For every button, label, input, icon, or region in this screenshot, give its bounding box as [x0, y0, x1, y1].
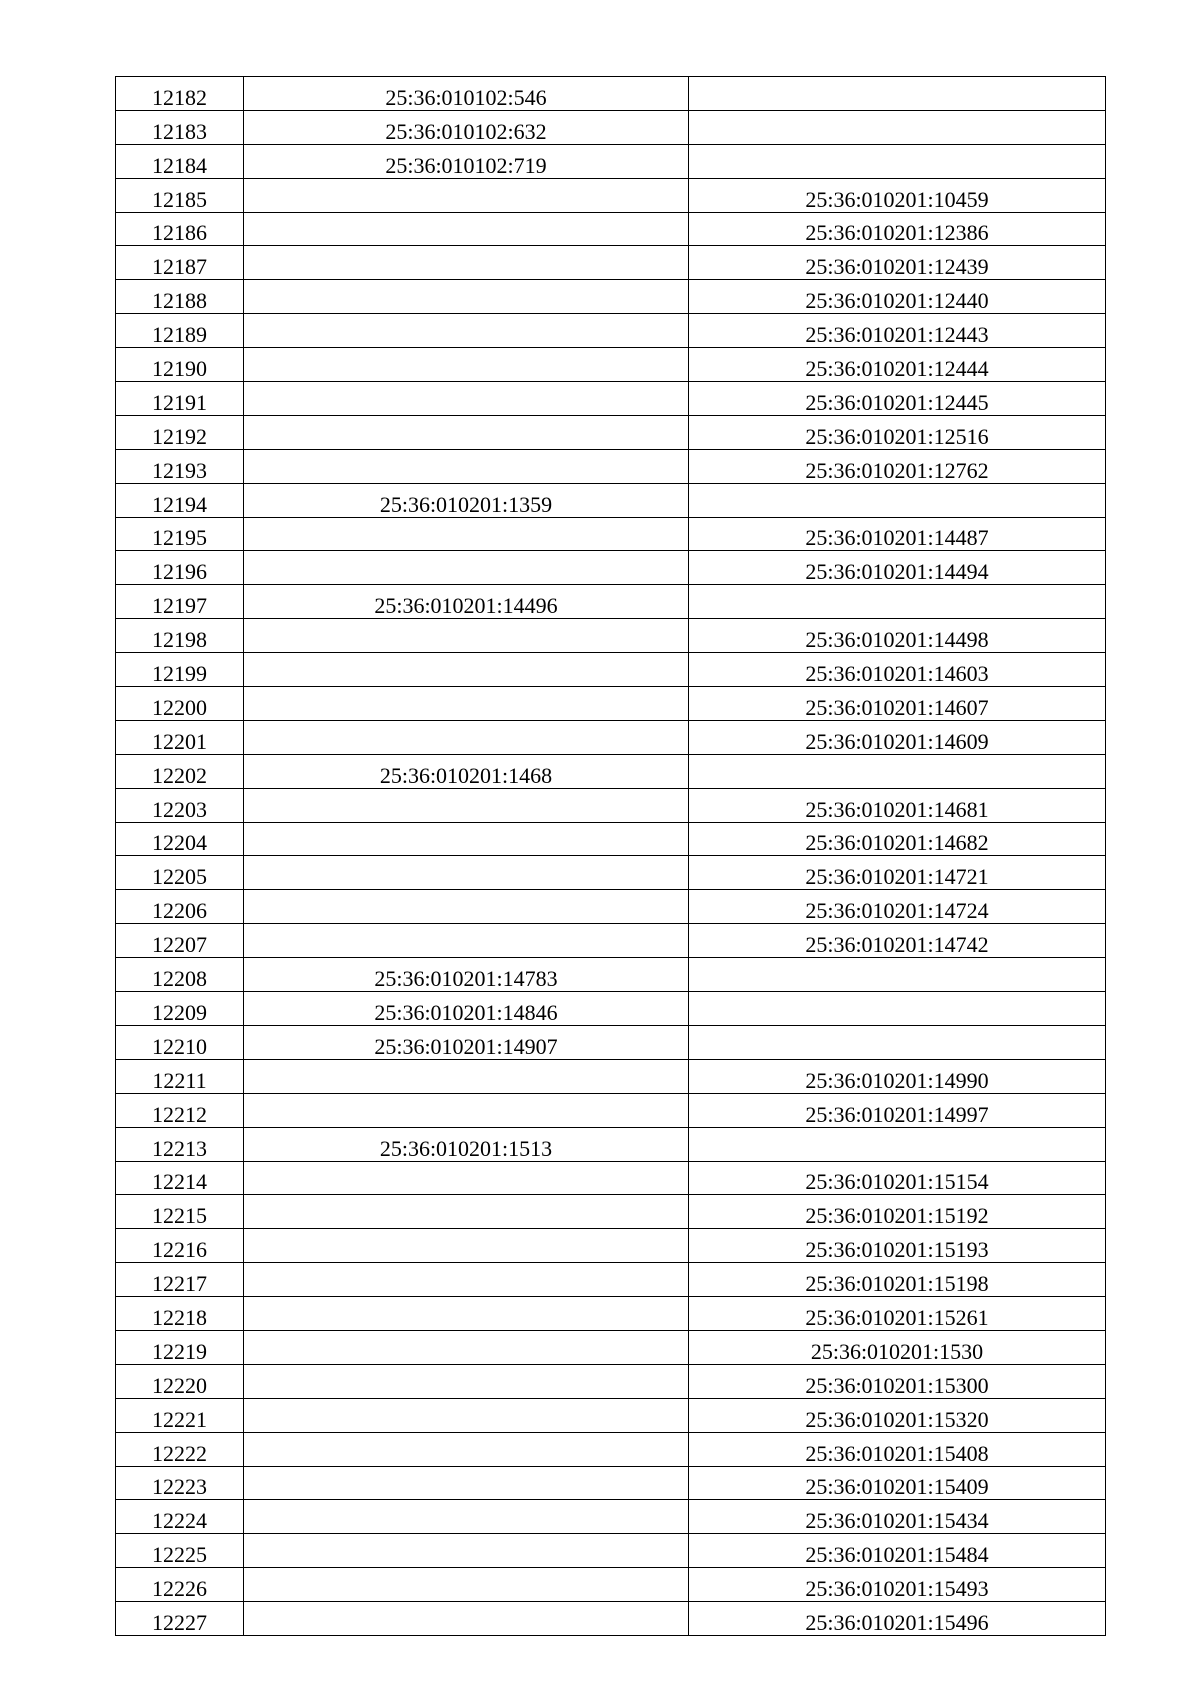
cadastral-number-cell-b: [689, 1466, 1106, 1500]
table-row: [116, 1432, 1106, 1466]
row-number-cell: [116, 1229, 244, 1263]
cell-text: 25:36:010201:15409: [805, 1474, 989, 1500]
cadastral-number-cell-b: [689, 246, 1106, 280]
cell-text: 12207: [152, 932, 207, 958]
table-row: [116, 958, 1106, 992]
table-row: [116, 1025, 1106, 1059]
cadastral-number-cell-b: [689, 992, 1106, 1026]
cell-text: 25:36:010201:14724: [805, 898, 989, 924]
cell-text: 25:36:010201:15484: [805, 1542, 989, 1568]
cadastral-number-cell-b: [689, 1500, 1106, 1534]
cadastral-number-cell-a: [244, 1364, 689, 1398]
table-row: [116, 280, 1106, 314]
row-number-cell: [116, 246, 244, 280]
cell-text: 25:36:010201:14682: [805, 830, 989, 856]
cell-text: 12225: [152, 1542, 207, 1568]
cadastral-number-cell-a: [244, 788, 689, 822]
cell-text: 25:36:010201:14721: [805, 864, 989, 890]
cadastral-number-cell-b: [689, 178, 1106, 212]
cell-text: 12222: [152, 1440, 207, 1466]
cell-text: 12203: [152, 796, 207, 822]
row-number-cell: [116, 856, 244, 890]
cadastral-number-cell-a: [244, 1195, 689, 1229]
cell-text: 12221: [152, 1406, 207, 1432]
cadastral-number-cell-b: [689, 1059, 1106, 1093]
cadastral-number-cell-b: [689, 687, 1106, 721]
cadastral-number-cell-b: [689, 1229, 1106, 1263]
cadastral-number-cell-b: [689, 788, 1106, 822]
row-number-cell: [116, 110, 244, 144]
row-number-cell: [116, 1534, 244, 1568]
cadastral-number-cell-b: [689, 1025, 1106, 1059]
row-number-cell: [116, 77, 244, 111]
cell-text: 12219: [152, 1338, 207, 1364]
cadastral-number-cell-b: [689, 517, 1106, 551]
cell-text: 12187: [152, 254, 207, 280]
cadastral-number-cell-a: [244, 754, 689, 788]
cadastral-number-cell-a: [244, 653, 689, 687]
cell-text: 25:36:010201:1530: [810, 1338, 984, 1364]
table-row: [116, 415, 1106, 449]
row-number-cell: [116, 1602, 244, 1636]
cadastral-number-cell-b: [689, 1568, 1106, 1602]
cell-text: 25:36:010201:14846: [374, 999, 558, 1025]
cell-text: 25:36:010201:12445: [805, 389, 989, 415]
table-row: [116, 687, 1106, 721]
cadastral-number-cell-b: [689, 551, 1106, 585]
cadastral-number-cell-a: [244, 720, 689, 754]
cadastral-number-cell-b: [689, 415, 1106, 449]
cell-text: 12196: [152, 559, 207, 585]
cell-text: 25:36:010201:12443: [805, 322, 989, 348]
cell-text: 12208: [152, 966, 207, 992]
table-row: [116, 822, 1106, 856]
cell-text: 12226: [152, 1576, 207, 1602]
cell-text: 25:36:010102:546: [385, 84, 547, 110]
cell-text: 25:36:010201:10459: [805, 186, 989, 212]
cadastral-number-cell-b: [689, 1432, 1106, 1466]
cell-text: 12200: [152, 694, 207, 720]
cadastral-number-cell-a: [244, 1330, 689, 1364]
cadastral-number-cell-a: [244, 1059, 689, 1093]
cell-text: 25:36:010201:12440: [805, 288, 989, 314]
cadastral-number-cell-b: [689, 1263, 1106, 1297]
cadastral-number-cell-b: [689, 212, 1106, 246]
table-row: [116, 619, 1106, 653]
row-number-cell: [116, 788, 244, 822]
row-number-cell: [116, 1330, 244, 1364]
cadastral-number-cell-a: [244, 77, 689, 111]
row-number-cell: [116, 1364, 244, 1398]
cell-text: 25:36:010201:15300: [805, 1372, 989, 1398]
cell-text: 12206: [152, 898, 207, 924]
cadastral-number-cell-a: [244, 924, 689, 958]
cadastral-number-cell-a: [244, 992, 689, 1026]
cadastral-number-cell-a: [244, 1466, 689, 1500]
cell-text: 12223: [152, 1474, 207, 1500]
table-body: [116, 77, 1106, 1636]
cadastral-number-cell-a: [244, 1500, 689, 1534]
table-row: [116, 754, 1106, 788]
cell-text: 25:36:010201:12516: [805, 423, 989, 449]
cell-text: 25:36:010201:14990: [805, 1067, 989, 1093]
cell-text: 25:36:010201:14997: [805, 1101, 989, 1127]
cell-text: 12210: [152, 1033, 207, 1059]
cell-text: 25:36:010201:12439: [805, 254, 989, 280]
table-row: [116, 1161, 1106, 1195]
table-row: [116, 1364, 1106, 1398]
row-number-cell: [116, 958, 244, 992]
cell-text: 12189: [152, 322, 207, 348]
cadastral-number-cell-a: [244, 585, 689, 619]
cell-text: 25:36:010201:15320: [805, 1406, 989, 1432]
row-number-cell: [116, 1161, 244, 1195]
cadastral-number-cell-a: [244, 1263, 689, 1297]
cell-text: 25:36:010201:15408: [805, 1440, 989, 1466]
table-row: [116, 144, 1106, 178]
cell-text: 12216: [152, 1237, 207, 1263]
cadastral-number-cell-b: [689, 822, 1106, 856]
row-number-cell: [116, 1025, 244, 1059]
row-number-cell: [116, 144, 244, 178]
cell-text: 12202: [152, 762, 207, 788]
row-number-cell: [116, 1500, 244, 1534]
cell-text: 25:36:010201:15493: [805, 1576, 989, 1602]
cadastral-number-cell-b: [689, 110, 1106, 144]
cadastral-number-cell-b: [689, 1161, 1106, 1195]
row-number-cell: [116, 314, 244, 348]
table-row: [116, 890, 1106, 924]
table-row: [116, 348, 1106, 382]
cell-text: 25:36:010102:632: [385, 118, 547, 144]
cell-text: 12224: [152, 1508, 207, 1534]
cell-text: 12191: [152, 389, 207, 415]
table-row: [116, 1500, 1106, 1534]
cell-text: 25:36:010201:15192: [805, 1203, 989, 1229]
cadastral-number-cell-a: [244, 551, 689, 585]
row-number-cell: [116, 1432, 244, 1466]
cadastral-number-cell-a: [244, 449, 689, 483]
row-number-cell: [116, 720, 244, 754]
row-number-cell: [116, 992, 244, 1026]
cadastral-number-cell-a: [244, 619, 689, 653]
cell-text: 25:36:010201:1468: [379, 762, 553, 788]
cadastral-number-cell-b: [689, 653, 1106, 687]
cadastral-number-cell-b: [689, 1364, 1106, 1398]
table-row: [116, 212, 1106, 246]
cell-text: 12227: [152, 1609, 207, 1635]
cell-text: 25:36:010102:719: [385, 152, 547, 178]
cell-text: 25:36:010201:14783: [374, 966, 558, 992]
cell-text: 25:36:010201:14607: [805, 694, 989, 720]
cell-text: 25:36:010201:14742: [805, 932, 989, 958]
cadastral-number-cell-b: [689, 483, 1106, 517]
cadastral-number-cell-a: [244, 1093, 689, 1127]
cadastral-number-cell-a: [244, 348, 689, 382]
cell-text: 12193: [152, 457, 207, 483]
table-row: [116, 720, 1106, 754]
table-row: [116, 585, 1106, 619]
cadastral-number-cell-a: [244, 1229, 689, 1263]
cadastral-number-cell-a: [244, 144, 689, 178]
cell-text: 25:36:010201:14494: [805, 559, 989, 585]
cadastral-number-cell-a: [244, 856, 689, 890]
cell-text: 25:36:010201:15434: [805, 1508, 989, 1534]
cell-text: 12188: [152, 288, 207, 314]
cell-text: 12199: [152, 661, 207, 687]
table-row: [116, 924, 1106, 958]
row-number-cell: [116, 1398, 244, 1432]
row-number-cell: [116, 280, 244, 314]
table-row: [116, 1093, 1106, 1127]
table-row: [116, 1195, 1106, 1229]
row-number-cell: [116, 1297, 244, 1331]
cell-text: 25:36:010201:14603: [805, 661, 989, 687]
table-row: [116, 1263, 1106, 1297]
cell-text: 12212: [152, 1101, 207, 1127]
row-number-cell: [116, 1093, 244, 1127]
cadastral-number-cell-b: [689, 856, 1106, 890]
cell-text: 12201: [152, 728, 207, 754]
cadastral-number-cell-a: [244, 822, 689, 856]
cadastral-number-cell-a: [244, 110, 689, 144]
cadastral-number-cell-a: [244, 1127, 689, 1161]
cell-text: 12205: [152, 864, 207, 890]
cell-text: 25:36:010201:14498: [805, 627, 989, 653]
table-row: [116, 382, 1106, 416]
cell-text: 12198: [152, 627, 207, 653]
cell-text: 25:36:010201:15198: [805, 1271, 989, 1297]
table-row: [116, 77, 1106, 111]
cadastral-number-cell-a: [244, 1297, 689, 1331]
table-row: [116, 1059, 1106, 1093]
cadastral-number-cell-a: [244, 314, 689, 348]
cadastral-number-cell-b: [689, 348, 1106, 382]
cell-text: 12194: [152, 491, 207, 517]
cell-text: 12197: [152, 593, 207, 619]
cadastral-number-cell-a: [244, 890, 689, 924]
row-number-cell: [116, 1568, 244, 1602]
table-row: [116, 1568, 1106, 1602]
table-row: [116, 653, 1106, 687]
cell-text: 12182: [152, 84, 207, 110]
cell-text: 12184: [152, 152, 207, 178]
cadastral-number-cell-b: [689, 1534, 1106, 1568]
cell-text: 12186: [152, 220, 207, 246]
table-row: [116, 1534, 1106, 1568]
cadastral-number-cell-a: [244, 212, 689, 246]
table-row: [116, 314, 1106, 348]
cell-text: 25:36:010201:12444: [805, 356, 989, 382]
cell-text: 12183: [152, 118, 207, 144]
cell-text: 12214: [152, 1169, 207, 1195]
cell-text: 12192: [152, 423, 207, 449]
cadastral-number-cell-a: [244, 382, 689, 416]
row-number-cell: [116, 1059, 244, 1093]
cell-text: 12217: [152, 1271, 207, 1297]
cell-text: 25:36:010201:14487: [805, 525, 989, 551]
cadastral-number-cell-a: [244, 1398, 689, 1432]
cadastral-number-cell-b: [689, 1195, 1106, 1229]
cadastral-number-cell-a: [244, 1432, 689, 1466]
cell-text: 25:36:010201:15154: [805, 1169, 989, 1195]
row-number-cell: [116, 1127, 244, 1161]
cadastral-number-cell-b: [689, 890, 1106, 924]
cadastral-number-cell-a: [244, 1161, 689, 1195]
row-number-cell: [116, 1195, 244, 1229]
row-number-cell: [116, 382, 244, 416]
row-number-cell: [116, 212, 244, 246]
cadastral-number-cell-b: [689, 720, 1106, 754]
table-row: [116, 1398, 1106, 1432]
row-number-cell: [116, 483, 244, 517]
cadastral-number-cell-b: [689, 1398, 1106, 1432]
cadastral-number-cell-b: [689, 1127, 1106, 1161]
cadastral-number-cell-a: [244, 1602, 689, 1636]
cadastral-number-table: [115, 76, 1106, 1636]
row-number-cell: [116, 585, 244, 619]
cadastral-number-cell-b: [689, 1297, 1106, 1331]
table-row: [116, 1602, 1106, 1636]
cadastral-number-cell-b: [689, 1602, 1106, 1636]
cadastral-number-cell-a: [244, 1568, 689, 1602]
cadastral-number-cell-b: [689, 280, 1106, 314]
cadastral-number-cell-b: [689, 382, 1106, 416]
cadastral-number-cell-b: [689, 924, 1106, 958]
cell-text: 12204: [152, 830, 207, 856]
table-row: [116, 449, 1106, 483]
cell-text: 25:36:010201:15261: [805, 1304, 989, 1330]
cell-text: 25:36:010201:14496: [374, 593, 558, 619]
row-number-cell: [116, 517, 244, 551]
cadastral-number-cell-a: [244, 958, 689, 992]
row-number-cell: [116, 551, 244, 585]
row-number-cell: [116, 754, 244, 788]
cadastral-number-cell-b: [689, 585, 1106, 619]
cell-text: 25:36:010201:14681: [805, 796, 989, 822]
cadastral-number-cell-b: [689, 449, 1106, 483]
table-row: [116, 1330, 1106, 1364]
cadastral-number-cell-a: [244, 687, 689, 721]
cell-text: 12195: [152, 525, 207, 551]
row-number-cell: [116, 1466, 244, 1500]
table-row: [116, 483, 1106, 517]
table-row: [116, 517, 1106, 551]
table-row: [116, 110, 1106, 144]
cadastral-number-cell-b: [689, 314, 1106, 348]
cell-text: 25:36:010201:1513: [379, 1135, 553, 1161]
cell-text: 25:36:010201:15496: [805, 1609, 989, 1635]
row-number-cell: [116, 178, 244, 212]
row-number-cell: [116, 348, 244, 382]
cell-text: 25:36:010201:12762: [805, 457, 989, 483]
cadastral-number-cell-b: [689, 144, 1106, 178]
row-number-cell: [116, 822, 244, 856]
cadastral-number-cell-a: [244, 178, 689, 212]
cell-text: 25:36:010201:15193: [805, 1237, 989, 1263]
cadastral-number-cell-a: [244, 415, 689, 449]
cell-text: 12211: [152, 1067, 207, 1093]
cadastral-number-cell-b: [689, 1330, 1106, 1364]
cadastral-number-cell-a: [244, 246, 689, 280]
table-row: [116, 246, 1106, 280]
table-row: [116, 788, 1106, 822]
table-row: [116, 1127, 1106, 1161]
cell-text: 12190: [152, 356, 207, 382]
cell-text: 25:36:010201:14907: [374, 1033, 558, 1059]
cell-text: 12209: [152, 999, 207, 1025]
row-number-cell: [116, 449, 244, 483]
row-number-cell: [116, 1263, 244, 1297]
cell-text: 12220: [152, 1372, 207, 1398]
cadastral-number-cell-a: [244, 1534, 689, 1568]
row-number-cell: [116, 890, 244, 924]
row-number-cell: [116, 924, 244, 958]
cell-text: 12185: [152, 186, 207, 212]
cadastral-number-cell-b: [689, 958, 1106, 992]
table-row: [116, 992, 1106, 1026]
row-number-cell: [116, 619, 244, 653]
cell-text: 12213: [152, 1135, 207, 1161]
cadastral-number-cell-a: [244, 280, 689, 314]
cell-text: 25:36:010201:14609: [805, 728, 989, 754]
table-row: [116, 856, 1106, 890]
cadastral-number-cell-a: [244, 517, 689, 551]
row-number-cell: [116, 687, 244, 721]
cadastral-number-cell-a: [244, 483, 689, 517]
cadastral-number-cell-b: [689, 77, 1106, 111]
row-number-cell: [116, 415, 244, 449]
row-number-cell: [116, 653, 244, 687]
table-row: [116, 1297, 1106, 1331]
cell-text: 12218: [152, 1304, 207, 1330]
cell-text: 25:36:010201:12386: [805, 220, 989, 246]
table-row: [116, 178, 1106, 212]
cell-text: 12215: [152, 1203, 207, 1229]
cell-text: 25:36:010201:1359: [379, 491, 553, 517]
table-row: [116, 1466, 1106, 1500]
cadastral-number-cell-a: [244, 1025, 689, 1059]
cadastral-number-cell-b: [689, 1093, 1106, 1127]
cadastral-number-cell-b: [689, 754, 1106, 788]
cadastral-number-cell-b: [689, 619, 1106, 653]
table-row: [116, 551, 1106, 585]
table-row: [116, 1229, 1106, 1263]
